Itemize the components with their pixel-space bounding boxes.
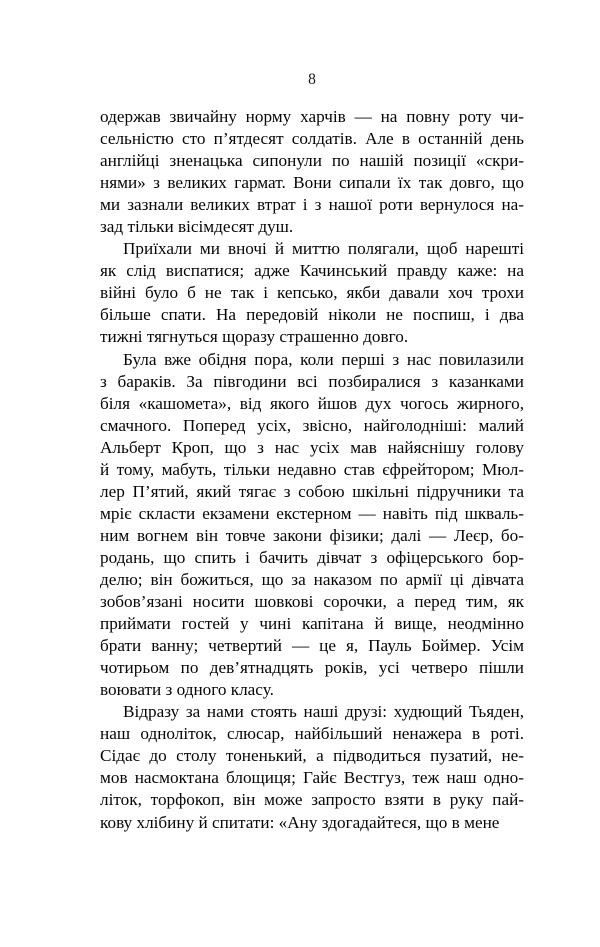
text-line: літок, торфокоп, він може запросто взяти в руку пай- xyxy=(100,790,524,810)
text-line: зобов’язані носити шовкові сорочки, а перед тим, як xyxy=(100,592,524,612)
text-line: зад тільки вісімдесят душ. xyxy=(100,217,294,237)
text-line: англійці зненацька сипонули по нашій позиції «скри- xyxy=(100,151,524,171)
text-line: воювати з одного класу. xyxy=(100,680,274,700)
text-line: мов насмоктана блощиця; Гайє Вестгуз, теж наш одно- xyxy=(100,768,524,788)
text-line: родань, що спить і бачить дівчат з офіцерського бор- xyxy=(100,547,524,567)
text-line: війні було б не так і кепсько, якби давали хоч трохи xyxy=(100,283,524,303)
text-line: брати ванну; четвертий — це я, Пауль Боймер. Усім xyxy=(100,636,524,656)
text-line: лер П’ятий, який тягає з собою шкільні підручники та xyxy=(100,481,524,501)
text-line: ми зазнали великих втрат і з нашої роти вернулося на- xyxy=(100,195,524,215)
text-line: з бараків. За півгодини всі позбиралися з казанками xyxy=(100,371,524,391)
text-line: смачного. Поперед усіх, звісно, найголодніші: малий xyxy=(100,415,524,435)
paragraph xyxy=(100,349,524,702)
text-line: більше спати. На передовій ніколи не поспиш, і два xyxy=(100,305,524,325)
page-number: 8 xyxy=(308,71,316,88)
text-line: наш одноліток, слюсар, найбільший ненажера в роті. xyxy=(100,724,524,744)
text-line: ним вогнем він товче закони фізики; далі — Леєр, бо- xyxy=(100,525,524,545)
text-line: приймати гостей у чині капітана й вище, неодмінно xyxy=(100,614,524,634)
text-line: чотирьом по дев’ятнадцять років, усі четверо пішли xyxy=(100,658,524,678)
text-line: делю; він божиться, що за наказом по армії ці дівчата xyxy=(100,569,524,589)
text-line: Сідає до столу тоненький, а підводиться пузатий, не- xyxy=(100,746,524,766)
text-line: Була вже обідня пора, коли перші з нас повилазили xyxy=(123,349,524,369)
paragraph xyxy=(100,106,524,238)
paragraph xyxy=(100,238,524,348)
text-block xyxy=(100,106,524,834)
text-line: нями» з великих гармат. Вони сипали їх так довго, що xyxy=(100,173,524,193)
text-line: Приїхали ми вночі й миттю полягали, щоб нарешті xyxy=(123,239,524,259)
text-line: одержав звичайну норму харчів — на повну роту чи- xyxy=(100,107,524,126)
text-line: біля «кашомета», від якого йшов дух чогось жирного, xyxy=(100,393,524,413)
text-line: як слід виспатися; адже Качинський правду каже: на xyxy=(100,261,524,281)
text-line: тижні тягнуться щоразу страшенно довго. xyxy=(100,327,409,347)
text-line: й тому, мабуть, тільки недавно став єфрейтором; Мюл- xyxy=(100,459,524,479)
text-line: мріє скласти екзамени екстерном — навіть під шкваль- xyxy=(100,503,524,523)
text-line: кову хлібину й спитати: «Ану здогадайтеся, що в мене xyxy=(100,812,500,832)
paragraph xyxy=(100,701,524,833)
text-line: Відразу за нами стоять наші друзі: худющий Тьяден, xyxy=(123,702,524,722)
text-line: Альберт Кроп, що з нас усіх мав найяснішу голову xyxy=(100,437,524,457)
text-line: сельністю сто п’ятдесят солдатів. Але в останній день xyxy=(100,129,524,149)
